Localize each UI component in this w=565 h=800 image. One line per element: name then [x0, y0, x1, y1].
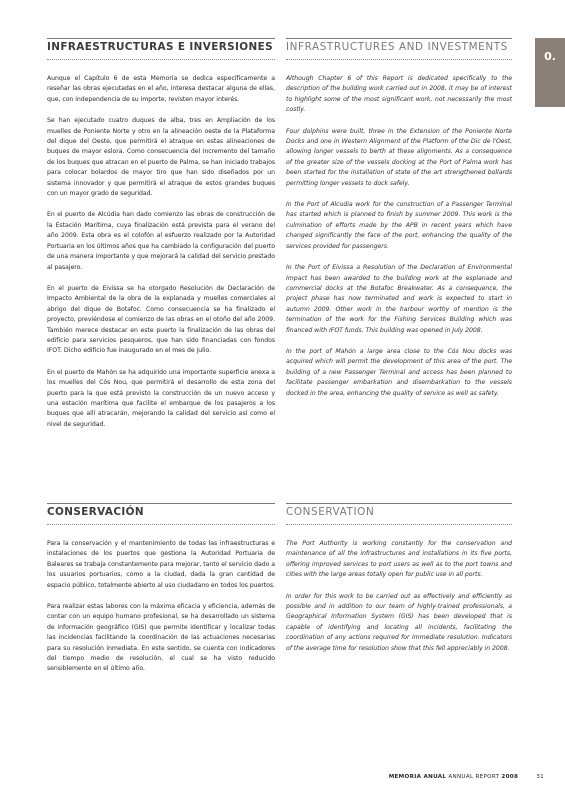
paragraph: Although Chapter 6 of this Report is dedicated specifically to the description of the building work carried out in 2008, it may be of interest to highlight some of the most significant work, not necessarily the most costly. [286, 75, 512, 114]
footer-year: 2008 [501, 774, 519, 780]
english-column [286, 38, 512, 652]
infrastructures-body [286, 74, 512, 399]
heading-divider [286, 524, 512, 525]
paragraph: En el puerto de Mahón se ha adquirido una importante superficie anexa a los muelles del Cós Nou, que permitirá el desarrollo de esta zona del puerto para la que está previsto la construcción de un nuevo acceso y una estación marítima que facilite el embarque de los pasajeros a los buques que allí atracarán, mejorando la calidad del servicio así como el nivel de seguridad. [47, 368, 275, 428]
paragraph: Aunque el Capítulo 6 de esta Memoria se dedica específicamente a reseñar las obras ejecutadas en el año, interesa destacar alguna de ellas, que, con independencia de su importe, revisten mayor interés. [47, 75, 275, 103]
section-heading-conservacion: CONSERVACIÓN [47, 506, 144, 518]
page-number: 31 [536, 774, 544, 780]
paragraph: En el puerto de Eivissa se ha otorgado Resolución de Declaración de Impacto Ambiental de la obra de la explanada y muelles comerciales al abrigo del dique de Botafoc. Como consecuencia se ha finalizado el proyecto, previéndose el comienzo de las obras en el otoño del año 2009. También merece destacar en este puerto la finalización de las obras del edificio para servicios pesqueros, que han sido financiadas con fondos IFOT. Dicho edificio fue inaugurado en el mes de julio. [47, 284, 275, 355]
infraestructuras-body [47, 74, 275, 430]
chapter-tab-label: 0. [544, 50, 556, 63]
heading-divider [286, 59, 512, 60]
paragraph: In the port of Mahón a large area close to the Cós Nou docks was acquired which will permit the development of this area of the port. The building of a new Passenger Terminal and access has been planned to facilitate passenger embarkation and disembarkation to the vessels docked in the area, enhancing the quality of service as well as safety. [286, 347, 512, 397]
paragraph: The Port Authority is working constantly for the conservation and maintenance of all the infrastructures and installations in its five ports, offering improved services to port users as well as to the port towns and cities with the large areas totally open for public use in all ports. [286, 540, 512, 579]
heading-divider [47, 59, 275, 60]
footer-memoria: MEMORIA ANUAL [388, 774, 447, 780]
chapter-tab [535, 38, 565, 107]
spanish-column [47, 38, 275, 673]
paragraph: In order for this work to be carried out as effectively and efficiently as possible and in addition to our team of highly-trained professionals, a Geographical Information System (GIS) has been developed that is capable of identifying and locating all incidents, facilitating the coordination of any actions required for immediate resolution. Indicators of the average time for resolution show that this fell appreciably in 2008. [286, 592, 512, 652]
paragraph: In the Port of Alcudia work for the construction of a Passenger Terminal has started which is planned to finish by summer 2009. This work is the culmination of efforts made by the APB in recent years which have changed significantly the face of the port, enhancing the quality of the services provided for passengers. [286, 201, 512, 250]
heading-divider [47, 524, 275, 525]
paragraph: Four dolphins were built, three in the Extension of the Poniente Norte Docks and one in Western Alignment of the Platform of the Dic de l'Oest, allowing longer vessels to berth at these alignments. As a consequence of the greater size of the vessels docking at the Port of Palma work has been started for the installation of state of the art strengthened bollards permitting longer vessels to dock safely. [286, 127, 512, 187]
section-heading-infraestructuras: INFRAESTRUCTURAS E INVERSIONES [47, 41, 273, 53]
paragraph: In the Port of Eivissa a Resolution of the Declaration of Environmental Impact has been awarded to the building work at the esplanade and commercial docks at the Botafoc Breakwater. As a consequence, the project phase has now terminated and work is expected to start in autumn 2009. Other work in the harbour worthy of mention is the termination of the work for the Fishing Services Building which was financed with IFOT funds. This building was opened in July 2008. [286, 264, 512, 334]
paragraph: Para realizar estas labores con la máxima eficacia y eficiencia, además de contar con un equipo humano profesional, se ha desarrollado un sistema de información geográfico (GIS) que permite identificar y localizar todas las incidencias facilitando la coordinación de las actuaciones necesarias para su resolución inmediata. En este sentido, se cuenta con indicadores del tiempo medio de resolución, el cual se ha visto reducido sensiblemente en el último año. [47, 603, 275, 673]
page-footer [389, 774, 544, 780]
section-heading-conservation: CONSERVATION [286, 506, 375, 518]
paragraph: Se han ejecutado cuatro duques de alba, tres en Ampliación de los muelles de Poniente Norte y otro en la alineación oeste de la Plataforma del dique del Oeste, que permitirá el atraque en estas alineaciones de buques de mayor eslora. Como consecuencia del incremento del tamaño de los buques que atracan en el puerto de Palma, se han iniciado trabajos para colocar bolardos de mayor tiro que han sido diseñados por un sistema innovador y que permitirá el atraque de estos grandes buques con un mayor grado de seguridad. [47, 117, 275, 198]
conservacion-section [47, 503, 275, 686]
section-heading-infrastructures: INFRASTRUCTURES AND INVESTMENTS [286, 41, 508, 53]
conservation-body [286, 539, 512, 654]
paragraph: Para la conservación y el mantenimiento de todas las infraestructuras e instalaciones de los puertos que gestiona la Autoridad Portuaria de Baleares se trabaja constantemente para mejorar, tanto el servicio dado a los usuarios portuarios, como a la ciudad, dada la gran cantidad de espacio público, totalmente abierto al uso ciudadano en todos los puertos. [47, 540, 275, 589]
conservation-section [286, 503, 512, 665]
conservacion-body [47, 539, 275, 675]
footer-annual-report: ANNUAL REPORT [448, 774, 500, 780]
paragraph: En el puerto de Alcúdia han dado comienzo las obras de construcción de la Estación Marítima, cuya finalización está prevista para el verano del año 2009. Esta obra es el colofón al esfuerzo realizado por la Autoridad Portuaria en los últimos años que ha cambiado la configuración del puerto de una manera importante y que mejorará la calidad del servicio prestado al pasajero. [47, 211, 275, 271]
